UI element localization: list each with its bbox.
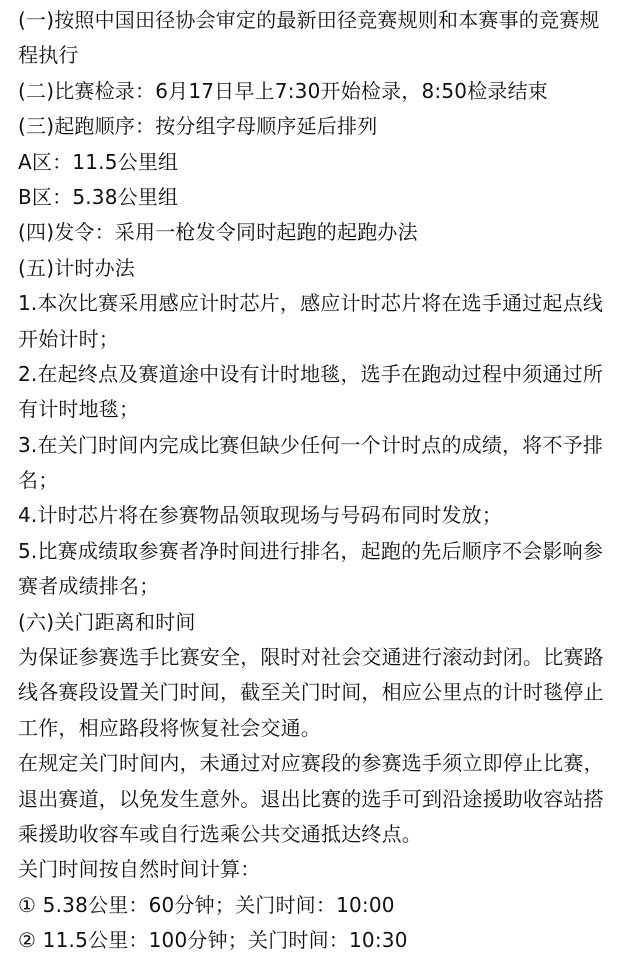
text-line-16: 5.比赛成绩取参赛者净时间进行排名，起跑的先后顺序不会影响参 [18, 538, 604, 563]
text-line-15: 4.计时芯片将在参赛物品领取现场与号码布同时发放； [18, 503, 503, 528]
text-line-12: 有计时地毯； [18, 397, 140, 422]
text-line-26: ① 5.38公里：60分钟；关门时间：10:00 [18, 892, 395, 917]
race-rules-document [18, 0, 628, 959]
text-line-2: 程执行 [18, 43, 79, 68]
text-line-17: 赛者成绩排名； [18, 574, 160, 599]
text-line-23: 退出赛道，以免发生意外。退出比赛的选手可到沿途援助收容站搭 [18, 786, 604, 811]
text-line-11: 2.在起终点及赛道途中设有计时地毯，选手在跑动过程中须通过所 [18, 361, 604, 386]
text-line-20: 线各赛段设置关门时间，截至关门时间，相应公里点的计时毯停止 [18, 680, 604, 705]
text-line-7: (四)发令：采用一枪发令同时起跑的起跑办法 [18, 220, 418, 245]
text-line-10: 开始计时； [18, 326, 119, 351]
text-line-25: 关门时间按自然时间计算： [18, 857, 261, 882]
text-line-4: (三)起跑顺序：按分组字母顺序延后排列 [18, 114, 378, 139]
text-line-8: (五)计时办法 [18, 255, 136, 280]
text-line-5: A区：11.5公里组 [18, 149, 179, 174]
text-line-19: 为保证参赛选手比赛安全，限时对社会交通进行滚动封闭。比赛路 [18, 645, 604, 670]
text-line-9: 1.本次比赛采用感应计时芯片，感应计时芯片将在选手通过起点线 [18, 291, 604, 316]
text-line-13: 3.在关门时间内完成比赛但缺少任何一个计时点的成绩，将不予排 [18, 432, 604, 457]
text-line-22: 在规定关门时间内，未通过对应赛段的参赛选手须立即停止比赛， [18, 751, 604, 776]
text-line-14: 名； [18, 468, 59, 493]
text-line-21: 工作，相应路段将恢复社会交通。 [18, 715, 321, 740]
text-line-18: (六)关门距离和时间 [18, 609, 196, 634]
text-line-24: 乘援助收容车或自行选乘公共交通抵达终点。 [18, 821, 422, 846]
text-line-1: (一)按照中国田径协会审定的最新田径竞赛规则和本赛事的竞赛规 [18, 8, 600, 32]
text-line-6: B区：5.38公里组 [18, 184, 179, 209]
text-line-27: ② 11.5公里：100分钟；关门时间：10:30 [18, 928, 408, 953]
text-line-3: (二)比赛检录：6月17日早上7:30开始检录，8:50检录结束 [18, 78, 549, 103]
